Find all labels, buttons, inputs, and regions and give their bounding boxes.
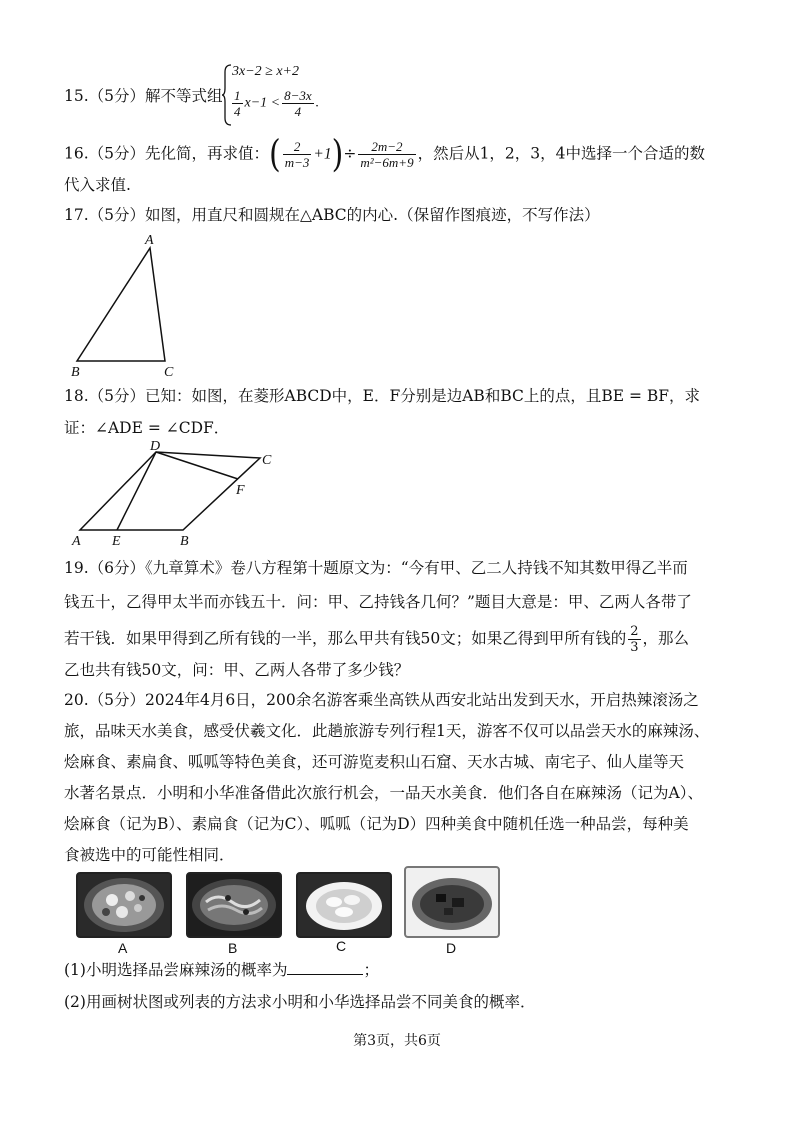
q15-ineq-2-mid: x−1 < xyxy=(244,95,281,111)
q20-line-5: 烩麻食（记为B）、素扁食（记为C）、呱呱（记为D）四种美食中随机任选一种品尝，每种美 xyxy=(64,815,689,833)
q20-line-1: 20.（5分）2024年4月6日，200余名游客乘坐高铁从西安北站出发到天水，开启热辣滚汤之 xyxy=(64,691,699,709)
food-photo-d xyxy=(404,866,500,938)
q19-line-2: 钱五十，乙得甲太半而亦钱五十．问：甲、乙持钱各几何？”题目大意是：甲、乙两人各带了 xyxy=(64,593,692,611)
q20-sub-1 xyxy=(64,960,379,980)
label-f: F xyxy=(236,483,245,498)
frac-den: m−3 xyxy=(284,155,310,170)
frac-num: 2 xyxy=(283,139,312,155)
label-a: A xyxy=(145,233,154,248)
food-photo-b xyxy=(186,872,282,938)
triangle-abc-figure xyxy=(60,228,200,380)
q16-line-1 xyxy=(64,132,706,176)
q16-divide: ÷ xyxy=(343,144,357,163)
frac-num: 2 xyxy=(630,624,639,639)
left-paren: ( xyxy=(269,132,281,176)
q16-suffix: ，然后从1，2，3，4中选择一个合适的数 xyxy=(417,144,706,163)
q18-line-1: 18.（5分）已知：如图，在菱形ABCD中，E．F分别是边AB和BC上的点，且BE = BF，求 xyxy=(64,387,701,405)
q19-line-3b: ，那么 xyxy=(642,629,690,648)
food-photo-a xyxy=(76,872,172,938)
label-b: B xyxy=(71,365,80,380)
q20-line-4: 水著名景点．小明和小华准备借此次旅行机会，一品天水美食．他们各自在麻辣汤（记为A）、 xyxy=(64,784,703,802)
photo-label-d: D xyxy=(446,940,457,956)
q15-ineq-1: 3x−2 ≥ x+2 xyxy=(232,64,300,79)
q16-frac-2 xyxy=(358,139,415,170)
q15-prefix: 15.（5分）解不等式组 xyxy=(64,87,223,105)
photo-label-c: C xyxy=(336,938,347,954)
q19-line-4: 乙也共有钱50文，问：甲、乙两人各带了多少钱？ xyxy=(64,661,410,679)
q20-sub-1-end: ； xyxy=(363,961,379,979)
label-c: C xyxy=(262,453,272,468)
label-d: D xyxy=(150,440,161,454)
frac-num: 8−3x xyxy=(284,88,312,103)
frac-num: 2m−2 xyxy=(358,139,415,155)
rhombus-abcd-figure xyxy=(60,440,290,550)
frac-den: 4 xyxy=(294,104,302,119)
frac-den: m²−6m+9 xyxy=(360,155,414,170)
q16-frac-1 xyxy=(283,139,312,170)
q20-line-3: 烩麻食、素扁食、呱呱等特色美食，还可游览麦积山石窟、天水古城、南宅子、仙人崖等天 xyxy=(64,753,685,771)
triangle-abc xyxy=(77,248,165,361)
page-footer: 第3页，共6页 xyxy=(353,1033,441,1049)
q19-line-3a: 若干钱．如果甲得到乙所有钱的一半，那么甲共有钱50文；如果乙得到甲所有钱的 xyxy=(64,629,627,648)
soup-bowl-icon xyxy=(78,874,170,936)
q18-line-2: 证：∠ADE = ∠CDF． xyxy=(64,419,230,437)
q15-suffix: . xyxy=(315,95,320,111)
q20-sub-2: (2)用画树状图或列表的方法求小明和小华选择品尝不同美食的概率． xyxy=(64,993,536,1011)
q19-line-3 xyxy=(64,624,689,655)
q17-text: 17.（5分）如图，用直尺和圆规在△ABC的内心.（保留作图痕迹，不写作法） xyxy=(64,206,600,224)
q20-sub-1-text: (1)小明选择品尝麻辣汤的概率为 xyxy=(64,961,288,979)
photo-label-a: A xyxy=(118,940,128,956)
label-b: B xyxy=(180,534,189,549)
q19-frac-two-thirds xyxy=(628,624,640,655)
frac-den: 3 xyxy=(630,640,639,655)
q19-line-1: 19.（6分）《九章算术》卷八方程第十题原文为：“今有甲、乙二人持钱不知其数甲得乙半而 xyxy=(64,559,688,577)
label-e: E xyxy=(112,534,121,549)
guagua-dish-icon xyxy=(406,868,498,936)
right-paren: ) xyxy=(331,132,344,176)
frac-den: 4 xyxy=(234,104,241,119)
label-a: A xyxy=(72,534,81,549)
photo-label-b: B xyxy=(228,940,238,956)
q15-ineq-2 xyxy=(230,88,319,119)
q15-frac-quarter xyxy=(232,88,243,119)
q15-frac-rhs xyxy=(282,88,314,119)
q16-plus-one: +1 xyxy=(313,145,332,163)
noodle-dish-icon xyxy=(188,874,280,936)
q20-line-2: 旅，品味天水美食，感受伏羲文化．此趟旅游专列行程1天，游客不仅可以品尝天水的麻辣汤、 xyxy=(64,722,710,740)
q16-prefix: 16.（5分）先化简，再求值： xyxy=(64,144,270,163)
segment-de xyxy=(117,452,156,530)
frac-num: 1 xyxy=(234,88,241,103)
answer-blank[interactable] xyxy=(287,960,363,975)
rhombus-abcd xyxy=(80,452,260,530)
q16-line-2: 代入求值. xyxy=(64,176,131,194)
q20-line-6: 食被选中的可能性相同． xyxy=(64,846,235,864)
label-c: C xyxy=(164,365,174,380)
food-photo-c xyxy=(296,872,392,938)
dumpling-plate-icon xyxy=(298,874,390,936)
